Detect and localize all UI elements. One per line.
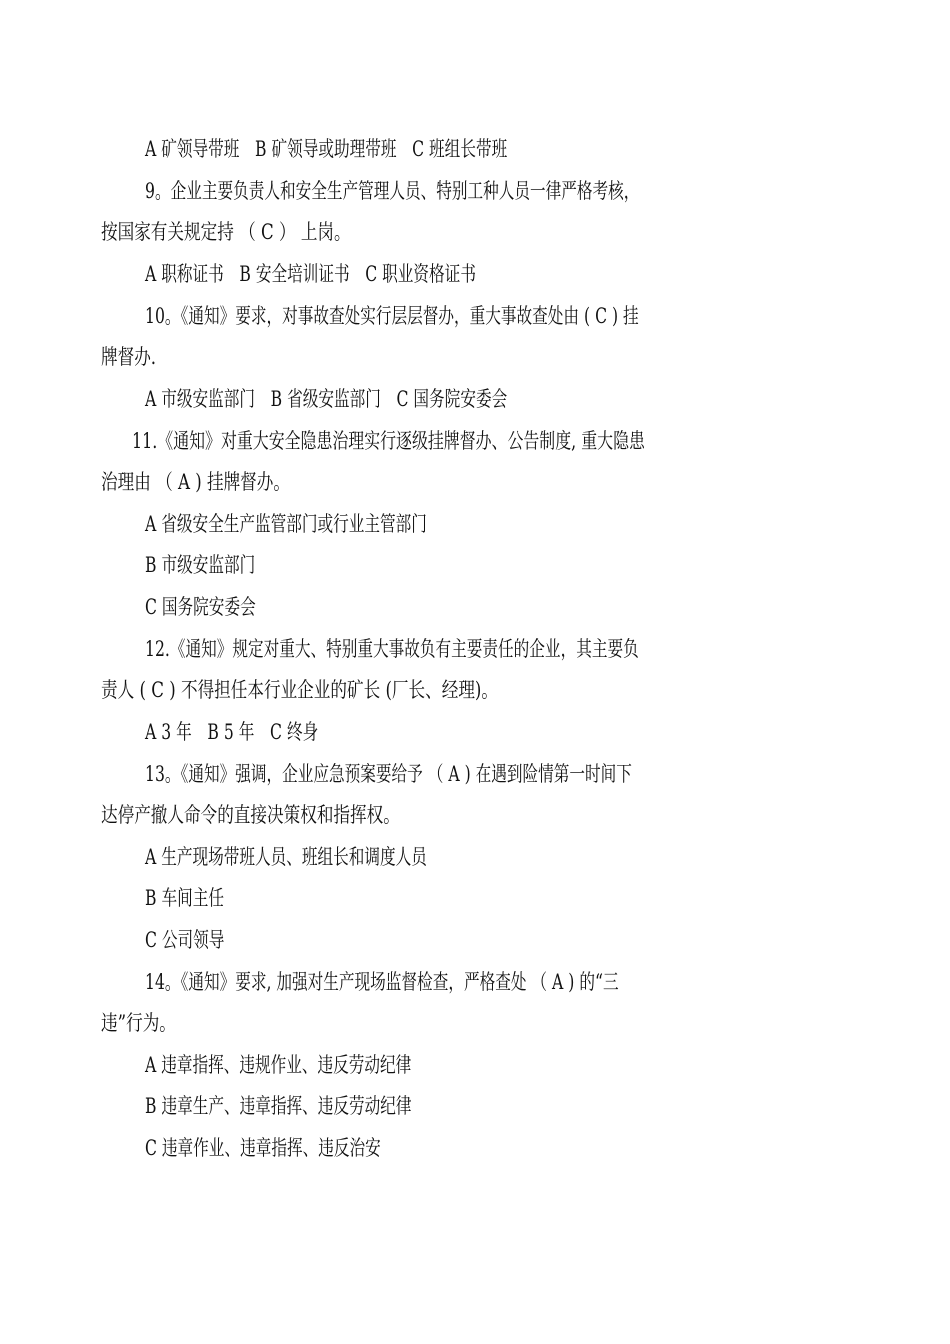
option-line-q10: A 市级安监部门 B 省级安监部门 C 国务院安委会	[145, 387, 508, 411]
question-12-line-2: 责人 ( C ) 不得担任本行业企业的矿长 (厂长、经理)。	[101, 678, 499, 702]
option-c-q13: C 公司领导	[145, 928, 225, 952]
option-a-q14: A 违章指挥、违规作业、违反劳动纪律	[145, 1053, 412, 1077]
question-13-line-1: 13。《通知》强调，企业应急预案要给予 （ A ) 在遇到险情第一时间下	[145, 762, 632, 786]
option-b-q14: B 违章生产、违章指挥、违反劳动纪律	[145, 1094, 412, 1118]
option-b-q13: B 车间主任	[145, 886, 224, 910]
option-line-q8: A 矿领导带班 B 矿领导或助理带班 C 班组长带班	[145, 137, 508, 161]
option-c-q14: C 违章作业、违章指挥、违反治安	[145, 1136, 381, 1160]
question-11-line-1: 11.《通知》对重大安全隐患治理实行逐级挂牌督办、公告制度, 重大隐患	[132, 429, 645, 453]
question-12-line-1: 12.《通知》规定对重大、特别重大事故负有主要责任的企业，其主要负	[145, 637, 639, 661]
option-c-q11: C 国务院安委会	[145, 595, 256, 619]
question-11-line-2: 治理由 （ A ) 挂牌督办。	[101, 470, 290, 494]
option-line-q12: A 3 年 B 5 年 C 终身	[145, 720, 319, 744]
question-10-line-2: 牌督办.	[101, 345, 157, 369]
question-14-line-2: 违”行为。	[101, 1011, 176, 1035]
option-a-q11: A 省级安全生产监管部门或行业主管部门	[145, 512, 427, 536]
question-14-line-1: 14。《通知》要求, 加强对生产现场监督检查，严格查处 （ A ) 的“三	[145, 970, 619, 994]
option-a-q13: A 生产现场带班人员、班组长和调度人员	[145, 845, 427, 869]
question-9-line-1: 9。企业主要负责人和安全生产管理人员、特别工种人员一律严格考核，	[145, 179, 640, 203]
option-line-q9: A 职称证书 B 安全培训证书 C 职业资格证书	[145, 262, 476, 286]
option-b-q11: B 市级安监部门	[145, 553, 256, 577]
question-13-line-2: 达停产撤人命令的直接决策权和指挥权。	[101, 803, 400, 827]
question-9-line-2: 按国家有关规定持 （ C ） 上岗。	[101, 220, 351, 244]
question-10-line-1: 10。《通知》要求，对事故查处实行层层督办，重大事故查处由 ( C ) 挂	[145, 304, 639, 328]
